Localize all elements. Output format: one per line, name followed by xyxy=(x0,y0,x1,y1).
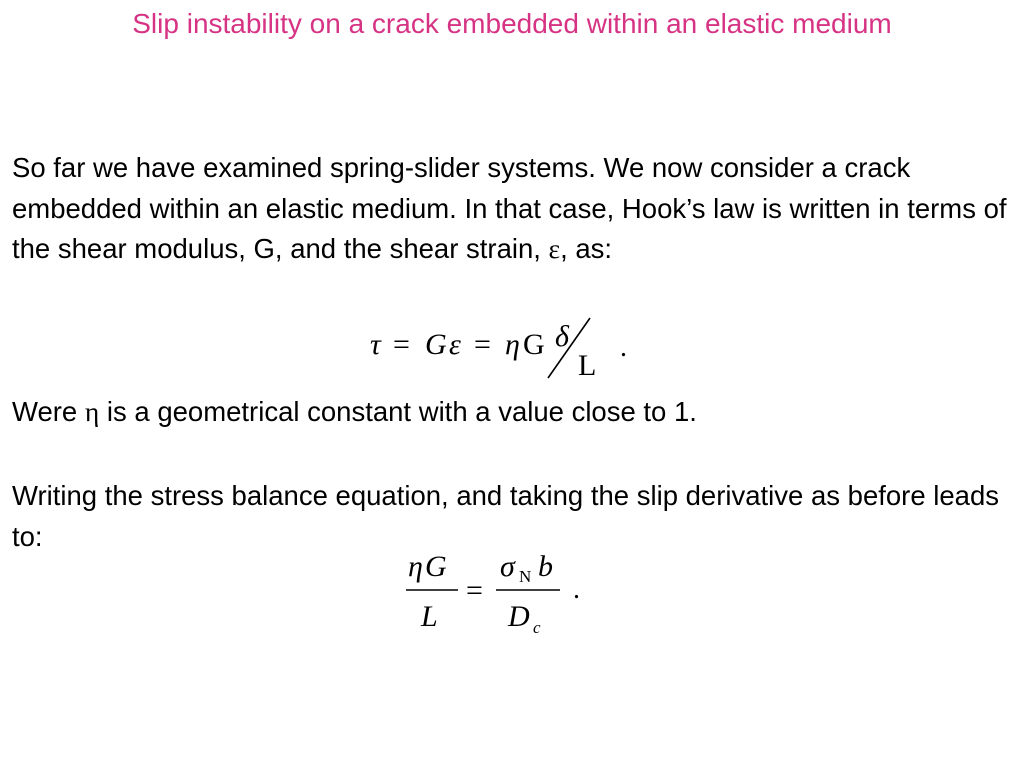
paragraph-text: Were xyxy=(12,396,85,427)
tau-symbol: τ xyxy=(370,328,381,361)
slide-title: Slip instability on a crack embedded within an elastic medium xyxy=(132,8,892,39)
eta-symbol: η xyxy=(84,396,100,427)
paragraph-text: , as: xyxy=(560,233,613,264)
L-symbol: L xyxy=(578,349,597,382)
equation-stress-balance xyxy=(400,542,620,642)
epsilon-symbol: ε xyxy=(548,233,561,264)
eta-symbol: η xyxy=(408,550,423,583)
paragraph-text: is a geometrical constant with a value close to 1. xyxy=(99,396,697,427)
equals-sign: = xyxy=(466,574,483,607)
L-symbol: L xyxy=(421,600,438,633)
equals-sign: = xyxy=(474,328,491,361)
period: . xyxy=(573,574,580,605)
equals-sign: = xyxy=(393,328,410,361)
b-symbol: b xyxy=(538,550,553,583)
G-symbol: G xyxy=(425,328,447,361)
paragraph-hooke-law xyxy=(12,148,1012,270)
sigma-symbol: σ xyxy=(500,550,515,583)
G-symbol: G xyxy=(425,550,447,583)
period: . xyxy=(620,332,627,363)
c-subscript: c xyxy=(533,618,541,637)
delta-symbol: δ xyxy=(555,320,569,353)
eta-symbol: η xyxy=(505,328,520,361)
paragraph-eta-definition xyxy=(12,392,1012,433)
equation-hooke xyxy=(370,318,650,380)
D-symbol: D xyxy=(508,600,530,633)
N-subscript: N xyxy=(519,567,532,586)
epsilon-symbol: ε xyxy=(449,328,461,361)
G-symbol: G xyxy=(523,328,545,361)
paragraph-text: So far we have examined spring-slider systems. We now consider a crack embedded within an elastic medium. In that case, Hook’s law is written in terms of the shear modulus, G, and the shear strain, xyxy=(12,152,1007,264)
paragraph-stress-balance: Writing the stress balance equation, and taking the slip derivative as before leads to: xyxy=(12,480,1000,552)
